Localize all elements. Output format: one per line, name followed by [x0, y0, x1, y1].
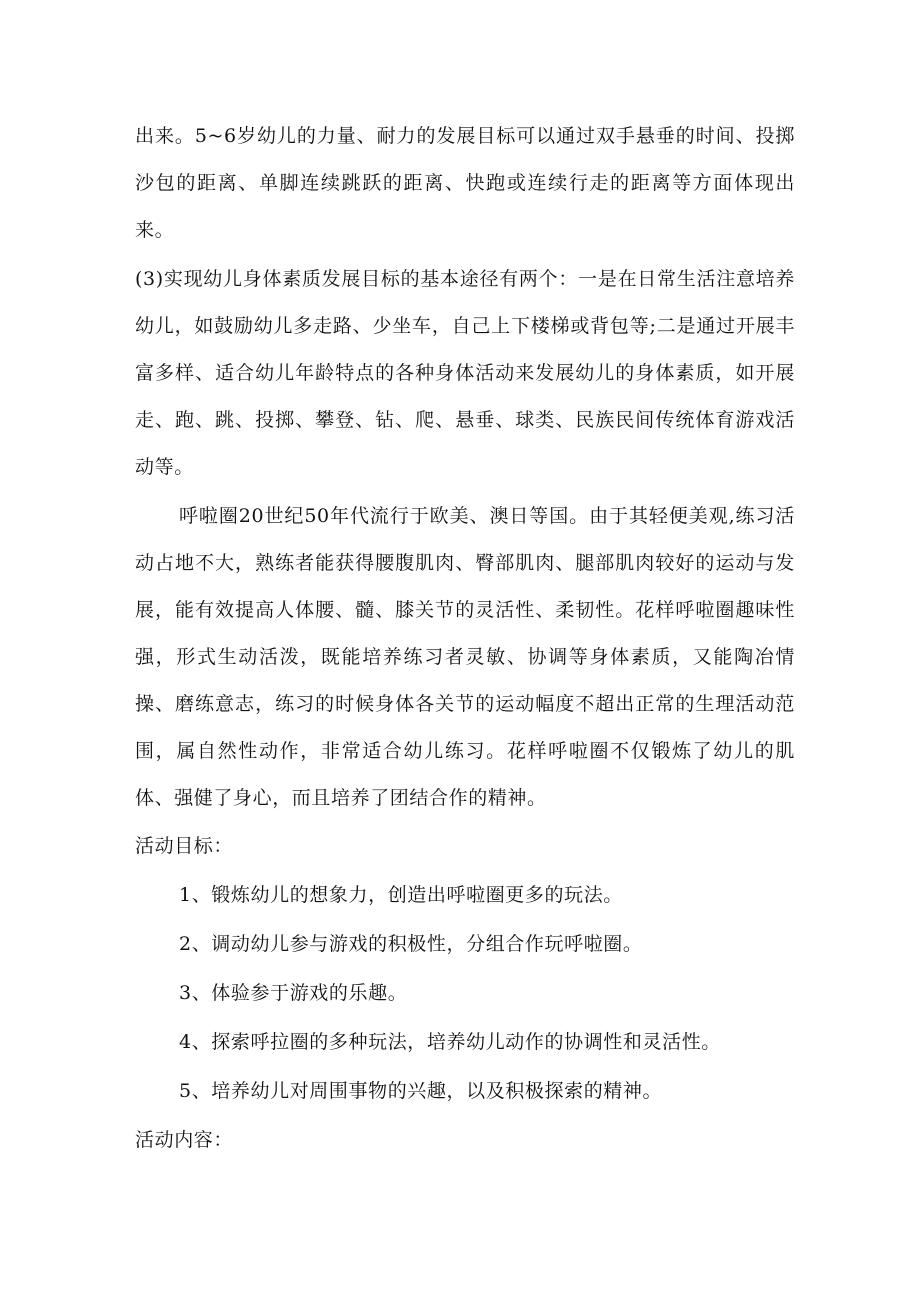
goal-item-4: 4、探索呼拉圈的多种玩法，培养幼儿动作的协调性和灵活性。: [179, 1031, 721, 1053]
document-body: [135, 113, 795, 1165]
goal-item-5: 5、培养幼儿对周围事物的兴趣，以及积极探索的精神。: [179, 1080, 663, 1102]
goal-item-1: 1、锻炼幼儿的想象力，创造出呼啦圈更多的玩法。: [179, 884, 623, 906]
goals-heading: 活动目标：: [135, 835, 234, 857]
goal-item-2: 2、调动幼儿参与游戏的积极性，分组合作玩呼啦圈。: [179, 933, 643, 955]
goal-item-3: 3、体验参于游戏的乐趣。: [179, 982, 408, 1004]
paragraph-hula-hoop-intro: 呼啦圈20世纪50年代流行于欧美、澳日等国。由于其轻便美观,练习活动占地不大，熟练者能获得腰腹肌肉、臀部肌肉、腿部肌肉较好的运动与发展，能有效提高人体腰、髓、膝关节的灵活性、柔韧性。花样呼啦圈趣味性强，形式生动活泼，既能培养练习者灵敏、协调等身体素质，又能陶冶情操、磨练意志，练习的时候身体各关节的运动幅度不超出正常的生理活动范围，属自然性动作，非常适合幼儿练习。花样呼啦圈不仅锻炼了幼儿的肌体、强健了身心，而且培养了团结合作的精神。: [135, 505, 795, 809]
paragraph-basic-approaches: (3)实现幼儿身体素质发展目标的基本途径有两个：一是在日常生活注意培养幼儿，如鼓励幼儿多走路、少坐车，自己上下楼梯或背包等;二是通过开展丰富多样、适合幼儿年龄特点的各种身体活动来发展幼儿的身体素质，如开展走、跑、跳、投掷、攀登、钻、爬、悬垂、球类、民族民间传统体育游戏活动等。: [135, 268, 795, 478]
paragraph-continuation: 出来。5~6岁幼儿的力量、耐力的发展目标可以通过双手悬垂的时间、投掷沙包的距离、单脚连续跳跃的距离、快跑或连续行走的距离等方面体现出来。: [135, 125, 795, 241]
content-heading: 活动内容：: [135, 1129, 234, 1151]
